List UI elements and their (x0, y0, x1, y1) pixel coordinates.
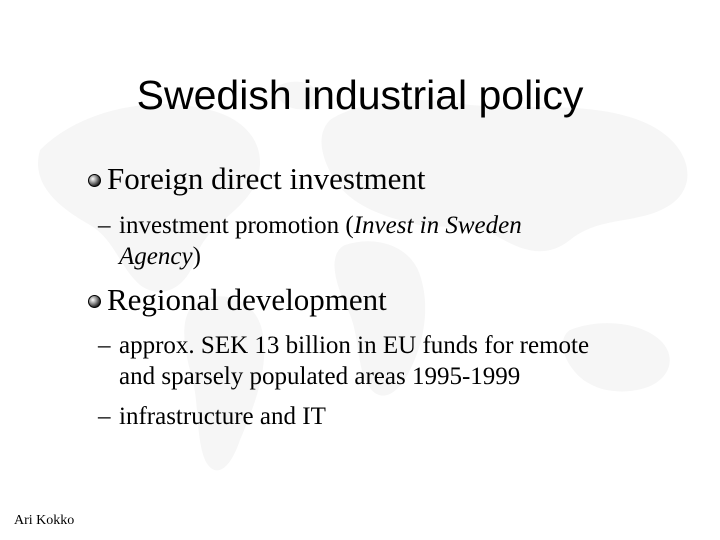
bullet-text: Regional development (107, 282, 387, 317)
sub-bullet-italic-text: Agency (119, 243, 193, 270)
sub-bullet-text: investment promotion ( (119, 212, 354, 239)
sub-bullet-investment-promotion (98, 210, 522, 272)
sub-bullet-eu-funds (98, 330, 589, 392)
bullet-sphere-icon (88, 174, 101, 187)
dash-marker: – (98, 212, 111, 239)
dash-marker: – (98, 332, 111, 359)
bullet-sphere-icon (88, 295, 101, 308)
sub-bullet-infrastructure (98, 401, 326, 432)
footer-author: Ari Kokko (14, 513, 75, 528)
bullet-regional-development (88, 282, 387, 318)
sub-bullet-text: ) (192, 243, 201, 270)
sub-bullet-italic-text: Invest in Sweden (353, 212, 522, 239)
bullet-text: Foreign direct investment (107, 161, 426, 196)
sub-bullet-line-1: infrastructure and IT (119, 403, 326, 430)
sub-bullet-line-1: approx. SEK 13 billion in EU funds for remote (119, 332, 590, 359)
sub-bullet-line-2 (119, 241, 522, 272)
slide-title: Swedish industrial policy (136, 72, 584, 118)
bullet-foreign-direct-investment (88, 161, 426, 197)
dash-marker: – (98, 403, 111, 430)
sub-bullet-line-1 (119, 210, 522, 241)
sub-bullet-line-2: and sparsely populated areas 1995-1999 (119, 363, 521, 390)
